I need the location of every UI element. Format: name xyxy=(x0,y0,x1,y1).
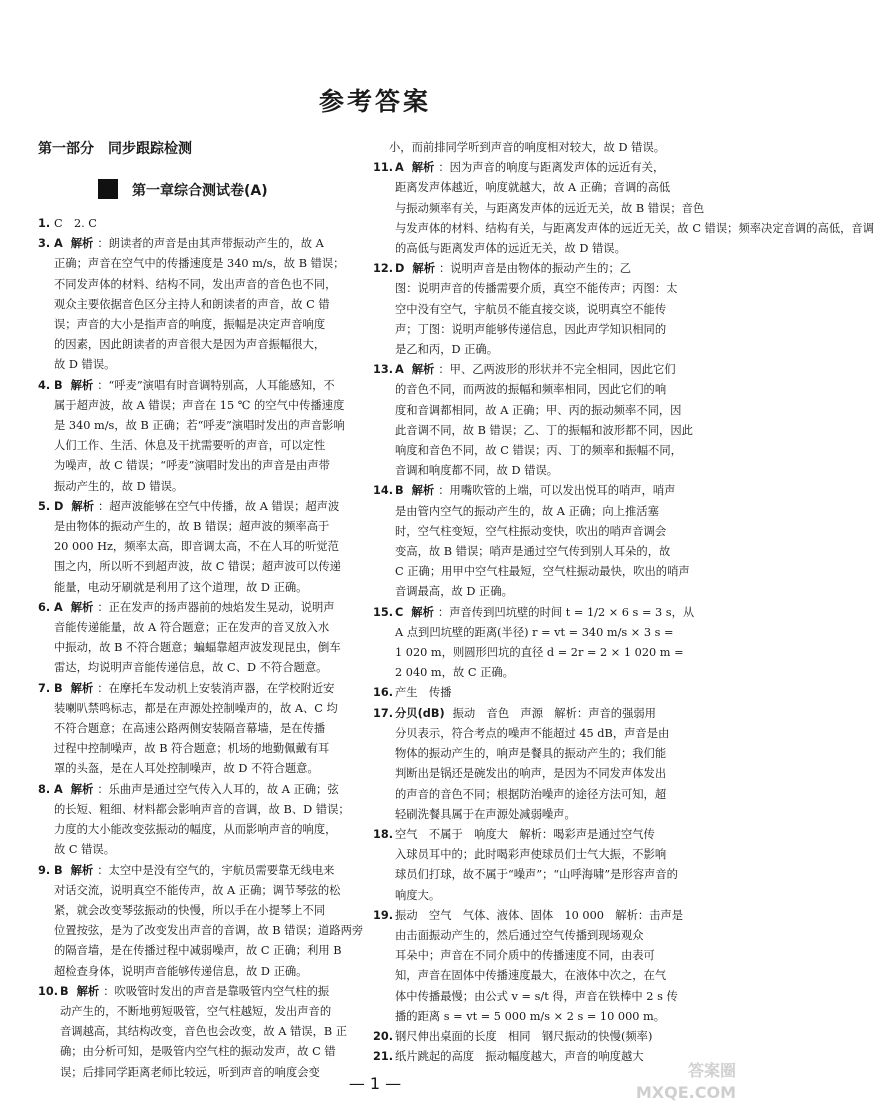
answer-choice: A xyxy=(54,600,63,614)
analysis-label: 解析 xyxy=(70,378,94,392)
answer-line xyxy=(54,658,366,678)
answer-line xyxy=(395,320,718,340)
answer-text: 变高，故 B 错误；哨声是通过空气传到别人耳朵的，故 xyxy=(395,545,671,559)
answer-item xyxy=(373,158,874,259)
answer-item xyxy=(38,598,366,679)
answer-line xyxy=(395,582,718,602)
answer-text: 声；丁图：说明声能够传递信息，因此声学知识相同的 xyxy=(395,322,667,336)
answer-number: 4. xyxy=(38,378,51,392)
answer-line xyxy=(395,906,718,926)
answer-text: 入球员耳中的；此时喝彩声使球员们士气大振，不影响 xyxy=(395,848,667,862)
answer-line xyxy=(395,502,718,522)
answer-text: 位置按弦，是为了改变发出声音的音调，故 B 错误；道路两旁 xyxy=(54,924,364,938)
answer-line xyxy=(395,805,718,825)
answer-text: 观众主要依据音色区分主持人和朗读者的声音，故 C 错 xyxy=(54,297,330,311)
answer-text: 音调越高，其结构改变，音色也会改变，故 A 错误，B 正 xyxy=(60,1025,348,1039)
answer-text: 是乙和丙，D 正确。 xyxy=(395,343,499,357)
analysis-label: 解析 xyxy=(76,984,100,998)
part-heading: 第一部分 同步跟踪检测 xyxy=(38,141,192,157)
answer-line xyxy=(395,704,718,724)
answer-number: 16. xyxy=(373,686,394,700)
left-column xyxy=(38,138,366,1083)
analysis-label: 解析 xyxy=(70,600,94,614)
answer-line xyxy=(395,886,718,906)
answer-line xyxy=(395,461,718,481)
answer-line xyxy=(395,1027,718,1047)
answer-item xyxy=(38,679,366,780)
answer-line xyxy=(54,739,366,759)
answer-text: 球员们打球，故不属于“噪声”；“山呼海啸”是形容声音的 xyxy=(395,868,678,882)
answer-text: 围之内，所以听不到超声波，故 C 错误；超声波可以传递 xyxy=(54,560,341,574)
answer-line xyxy=(54,315,366,335)
answer-line xyxy=(389,138,718,158)
answer-item xyxy=(38,497,366,598)
answer-text: 的声音的音色不同；根据防治噪声的途径方法可知，超 xyxy=(395,787,667,801)
answer-line xyxy=(395,380,718,400)
answer-choice: B xyxy=(54,378,63,392)
answer-number: 1. xyxy=(38,217,51,230)
answer-line xyxy=(395,724,718,744)
answer-line xyxy=(395,825,718,845)
answer-line xyxy=(54,780,366,800)
answer-line xyxy=(54,517,366,537)
answer-line xyxy=(60,1002,366,1022)
answer-item xyxy=(38,376,366,497)
answer-line xyxy=(395,421,718,441)
answer-line xyxy=(395,946,718,966)
answer-line xyxy=(54,800,366,820)
answer-item xyxy=(373,138,718,158)
answer-text: 超检查身体，说明声音能够传递信息，故 D 正确。 xyxy=(54,964,308,978)
answer-number: 15. xyxy=(373,605,394,619)
answer-text: 振动 空气 气体、液体、固体 10 000 解析：击声是 xyxy=(395,908,684,922)
answer-line xyxy=(395,199,718,219)
answer-text: C 正确；用甲中空气柱最短，空气柱振动最快，吹出的哨声 xyxy=(395,565,690,579)
answer-line xyxy=(395,683,718,703)
answer-text: ：太空中是没有空气的，宇航员需要靠无线电来 xyxy=(97,863,335,877)
answer-text: 与发声体的材料、结构有关，与距离发声体的远近无关，故 C 错误；频率决定音调的高低，音调 xyxy=(395,221,874,235)
answer-line xyxy=(54,759,366,779)
answer-text: A 点到凹坑壁的距离(半径) r = vt = 340 m/s × 3 s = xyxy=(395,625,674,639)
answer-text: 知，声音在固体中传播速度最大，在液体中次之，在气 xyxy=(395,969,667,983)
answer-text: 属于超声波，故 A 错误；声音在 15 ℃ 的空气中传播速度 xyxy=(54,398,345,412)
answer-number: 8. xyxy=(38,782,51,796)
answer-line xyxy=(54,376,366,396)
answer-line xyxy=(54,901,366,921)
answer-text: 装喇叭禁鸣标志，都是在声源处控制噪声的，故 A、C 均 xyxy=(54,701,338,715)
answer-item xyxy=(373,704,718,825)
page-number: — 1 — xyxy=(348,1074,402,1093)
answer-line xyxy=(60,982,366,1002)
answer-text: 能量，电动牙刷就是利用了这个道理，故 D 正确。 xyxy=(54,580,308,594)
answer-line xyxy=(395,987,718,1007)
answer-line xyxy=(395,481,718,501)
answer-text: 的长短、粗细、材料都会影响声音的音调，故 B、D 错误； xyxy=(54,802,350,816)
answer-line xyxy=(395,562,718,582)
answer-item xyxy=(38,861,366,982)
answer-choice: D xyxy=(54,499,64,513)
answer-text: 音调和响度都不同，故 D 错误。 xyxy=(395,464,559,478)
answer-line xyxy=(54,416,366,436)
answer-line xyxy=(395,926,718,946)
answer-text: 不同发声体的材料、结构不同，发出声音的音色也不同， xyxy=(54,277,337,291)
answer-text: ：正在发声的扬声器前的烛焰发生晃动，说明声 xyxy=(97,600,335,614)
page-title: 参考答案 xyxy=(318,87,431,116)
answer-line xyxy=(395,785,718,805)
answer-text: 过程中控制噪声，故 B 符合题意；机场的地勤佩戴有耳 xyxy=(54,742,330,756)
answer-line xyxy=(395,401,718,421)
answer-line xyxy=(54,234,366,254)
answer-line xyxy=(54,214,366,234)
analysis-label: 解析 xyxy=(70,681,94,695)
analysis-label: 解析 xyxy=(71,499,94,513)
answer-line xyxy=(395,239,718,259)
answer-text: 播的距离 s = vt = 5 000 m/s × 2 s = 10 000 m。 xyxy=(395,1009,666,1023)
watermark-text: 答案圈 MXQE.COM xyxy=(635,1061,736,1102)
answer-line xyxy=(395,764,718,784)
answer-text: ：“呼麦”演唱有时音调特别高，人耳能感知，不 xyxy=(97,378,335,392)
answer-text: 力度的大小能改变弦振动的幅度，从而影响声音的响度， xyxy=(54,823,337,837)
answer-item xyxy=(373,1027,718,1047)
answer-choice: A xyxy=(54,782,63,796)
answer-line xyxy=(395,643,718,663)
answer-text: 20 000 Hz，频率太高，即音调太高，不在人耳的听觉范 xyxy=(54,540,339,554)
answer-text: 振动产生的，故 D 错误。 xyxy=(54,479,184,493)
answer-text: ：用嘴吹管的上端，可以发出悦耳的哨声，哨声 xyxy=(438,484,676,498)
answer-line xyxy=(54,598,366,618)
answer-text: 中振动，故 B 不符合题意；蝙蝠靠超声波发现昆虫，倒车 xyxy=(54,641,341,655)
answer-line xyxy=(395,966,718,986)
answer-item xyxy=(373,825,718,906)
answer-line xyxy=(54,355,366,375)
answer-text: 罩的头盔，是在人耳处控制噪声，故 D 不符合题意。 xyxy=(54,762,319,776)
answer-text: 误；声音的大小是指声音的响度，振幅是决定声音响度 xyxy=(54,318,326,332)
answer-number: 18. xyxy=(373,827,394,841)
square-block-icon xyxy=(98,179,118,199)
answer-text: ：朗读者的声音是由其声带振动产生的，故 A xyxy=(97,237,324,251)
answer-line xyxy=(54,719,366,739)
answer-text: 距离发声体越近，响度就越大，故 A 正确；音调的高低 xyxy=(395,181,671,195)
left-answer-list xyxy=(38,214,366,1083)
right-answer-list xyxy=(373,138,874,1067)
answer-line xyxy=(54,861,366,881)
answer-number: 7. xyxy=(38,681,51,695)
answer-text: 故 D 错误。 xyxy=(54,358,116,372)
answer-text: 图：说明声音的传播需要介质，真空不能传声；丙图：太 xyxy=(395,282,678,296)
answer-text: 是 340 m/s，故 B 正确；若“呼麦”演唱时发出的声音影响 xyxy=(54,419,345,433)
answer-text: 与振动频率有关，与距离发声体的远近无关，故 B 错误；音色 xyxy=(395,201,705,215)
answer-text: 振动 音色 声源 解析：声音的强弱用 xyxy=(452,706,656,720)
answer-text: 空气 不属于 响度大 解析：喝彩声是通过空气传 xyxy=(395,827,655,841)
answer-text: ：超声波能够在空气中传播，故 A 错误；超声波 xyxy=(98,499,340,513)
answer-item xyxy=(38,780,366,861)
answer-line xyxy=(54,537,366,557)
answer-text: ：乐曲声是通过空气传入人耳的，故 A 正确；弦 xyxy=(97,782,339,796)
answer-number: 13. xyxy=(373,363,394,377)
answer-choice: D xyxy=(395,262,405,276)
chapter-heading-text: 第一章综合测试卷(A) xyxy=(132,183,268,199)
answer-text: 正确；声音在空气中的传播速度是 340 m/s，故 B 错误； xyxy=(54,257,345,271)
answer-line xyxy=(395,1007,718,1027)
analysis-label: 解析 xyxy=(70,782,94,796)
answer-line xyxy=(395,865,718,885)
answer-text: 是由管内空气的振动产生的，故 A 正确；向上推活塞 xyxy=(395,504,659,518)
answer-item xyxy=(38,214,366,234)
answer-text: 1 020 m，则圆形凹坑的直径 d = 2r = 2 × 1 020 m = xyxy=(395,646,684,660)
answer-text: 故 C 错误。 xyxy=(54,843,116,857)
answer-line xyxy=(54,638,366,658)
answer-text: ：声音传到凹坑壁的时间 t = 1/2 × 6 s = 3 s，从 xyxy=(437,605,695,619)
answer-text: 轻刷洗餐具属于在声源处减弱噪声。 xyxy=(395,807,576,821)
answer-line xyxy=(54,820,366,840)
answer-line xyxy=(54,477,366,497)
answer-number: 10. xyxy=(38,984,59,998)
answer-line xyxy=(54,618,366,638)
answer-choice: A xyxy=(54,237,63,251)
answer-text: ：说明声音是由物体的振动产生的；乙 xyxy=(439,262,632,276)
answer-choice: B xyxy=(395,484,404,498)
answer-number: 14. xyxy=(373,484,394,498)
answer-line xyxy=(54,941,366,961)
answer-line xyxy=(395,300,718,320)
answer-line xyxy=(54,254,366,274)
answer-text: 是由物体的振动产生的，故 B 错误；超声波的频率高于 xyxy=(54,520,330,534)
answer-text: C 2. C xyxy=(54,217,97,230)
answer-text: 分贝表示，符合考点的噪声不能超过 45 dB，声音是由 xyxy=(395,726,670,740)
answer-text: 2 040 m，故 C 正确。 xyxy=(395,666,514,680)
answer-text: 人们工作、生活、休息及干扰需要听的声音，可以定性 xyxy=(54,439,326,453)
answer-choice: 分贝(dB) xyxy=(395,706,445,720)
answer-text: 不符合题意；在高速公路两侧安装隔音幕墙，是在传播 xyxy=(54,722,326,736)
answer-item xyxy=(373,906,718,1027)
answer-text: 的因素，因此朗读者的声音很大是因为声音振幅很大， xyxy=(54,338,326,352)
analysis-label: 解析 xyxy=(70,237,94,251)
answer-line xyxy=(395,279,718,299)
answer-item xyxy=(373,603,718,684)
analysis-label: 解析 xyxy=(411,161,435,175)
right-column xyxy=(373,138,874,1067)
answer-text: ：吹吸管时发出的声音是靠吸管内空气柱的振 xyxy=(103,984,330,998)
answer-text: 钢尺伸出桌面的长度 相同 钢尺振动的快慢(频率) xyxy=(395,1029,653,1043)
answer-text: 由击面振动产生的，然后通过空气传播到现场观众 xyxy=(395,928,644,942)
answer-line xyxy=(54,578,366,598)
answer-line xyxy=(395,522,718,542)
analysis-label: 解析 xyxy=(411,605,434,619)
answer-text: 为噪声，故 C 错误；“呼麦”演唱时发出的声音是由声带 xyxy=(54,459,330,473)
answer-text: 耳朵中；声音在不同介质中的传播速度不同，由表可 xyxy=(395,949,655,963)
answer-line xyxy=(395,259,718,279)
answer-text: 体中传播最慢；由公式 v = s/t 得，声音在铁棒中 2 s 传 xyxy=(395,989,678,1003)
answer-choice: B xyxy=(54,863,63,877)
answer-line xyxy=(54,436,366,456)
answer-line xyxy=(395,340,718,360)
answer-line xyxy=(395,219,874,239)
analysis-label: 解析 xyxy=(411,363,435,377)
answer-line xyxy=(60,1042,366,1062)
answer-text: 雷达，均说明声音能传递信息，故 C、D 不符合题意。 xyxy=(54,661,328,675)
analysis-label: 解析 xyxy=(412,262,435,276)
answer-number: 19. xyxy=(373,908,394,922)
answer-item xyxy=(373,683,718,703)
analysis-label: 解析 xyxy=(70,863,94,877)
answer-text: 误；后排同学距离老师比较远，听到声音的响度会变 xyxy=(60,1065,320,1079)
answer-choice: B xyxy=(54,681,63,695)
answer-text: 判断出是锅还是碗发出的响声，是因为不同发声体发出 xyxy=(395,767,667,781)
answer-line xyxy=(54,275,366,295)
answer-choice: C xyxy=(395,605,404,619)
answer-line xyxy=(395,845,718,865)
analysis-label: 解析 xyxy=(411,484,435,498)
answer-text: 的音色不同，而两波的振幅和频率相同，因此它们的响 xyxy=(395,383,667,397)
answer-number: 3. xyxy=(38,237,51,251)
answer-line xyxy=(395,623,718,643)
answer-line xyxy=(54,295,366,315)
answer-text: ：在摩托车发动机上安装消声器，在学校附近安 xyxy=(97,681,335,695)
answer-text: 响度和音色不同，故 C 错误；丙、丁的频率和振幅不同， xyxy=(395,444,682,458)
answer-item xyxy=(373,360,718,481)
answer-line xyxy=(54,557,366,577)
answer-text: 产生 传播 xyxy=(395,686,452,700)
answer-line xyxy=(54,335,366,355)
answer-number: 20. xyxy=(373,1029,394,1043)
answer-number: 5. xyxy=(38,499,51,513)
answer-text: 音能传递能量，故 A 符合题意；正在发声的音叉放入水 xyxy=(54,621,330,635)
answer-text: 确；由分析可知，是吸管内空气柱的振动发声，故 C 错 xyxy=(60,1045,336,1059)
answer-line xyxy=(395,744,718,764)
answer-line xyxy=(395,663,718,683)
answer-text: 纸片跳起的高度 振动幅度越大，声音的响度越大 xyxy=(395,1050,644,1064)
answer-line xyxy=(54,456,366,476)
answer-item xyxy=(373,259,718,360)
answer-text: 响度大。 xyxy=(395,888,441,902)
answer-choice: B xyxy=(60,984,69,998)
answer-text: ：甲、乙两波形的形状并不完全相同，因此它们 xyxy=(438,363,676,377)
answer-text: 空中没有空气，宇航员不能直接交谈，说明真空不能传 xyxy=(395,302,667,316)
answer-text: ：因为声音的响度与距离发声体的远近有关， xyxy=(438,161,665,175)
answer-choice: A xyxy=(395,363,404,377)
answer-line xyxy=(395,178,718,198)
answer-text: 小，而前排同学听到声音的响度相对较大，故 D 错误。 xyxy=(389,141,666,154)
answer-number: 9. xyxy=(38,863,51,877)
answer-text: 物体的振动产生的，响声是餐具的振动产生的；我们能 xyxy=(395,747,667,761)
answer-line xyxy=(395,158,718,178)
answer-text: 的隔音墙，是在传播过程中减弱噪声，故 C 正确；利用 B xyxy=(54,944,342,958)
answer-line xyxy=(54,921,366,941)
answer-line xyxy=(60,1022,366,1042)
answer-line xyxy=(54,396,366,416)
answer-text: 的高低与距离发声体的远近无关，故 D 错误。 xyxy=(395,242,626,256)
answer-line xyxy=(54,679,366,699)
answer-line xyxy=(54,497,366,517)
answer-text: 紧，就会改变琴弦振动的快慢，所以手在小提琴上不同 xyxy=(54,903,326,917)
answer-text: 对话交流，说明真空不能传声，故 A 正确；调节琴弦的松 xyxy=(54,883,341,897)
answer-text: 音调最高，故 D 正确。 xyxy=(395,585,513,599)
answer-line xyxy=(395,603,718,623)
answer-number: 6. xyxy=(38,600,51,614)
answer-line xyxy=(54,699,366,719)
answer-number: 12. xyxy=(373,262,394,276)
watermark-logo xyxy=(616,1060,736,1104)
answer-line xyxy=(54,881,366,901)
answer-number: 11. xyxy=(373,161,394,175)
answer-line xyxy=(395,441,718,461)
answer-number: 17. xyxy=(373,706,394,720)
answer-text: 度和音调都相同，故 A 正确；甲、丙的振动频率不同，因 xyxy=(395,403,682,417)
answer-text: 此音调不同，故 B 错误；乙、丁的振幅和波形都不同，因此 xyxy=(395,423,693,437)
chapter-heading xyxy=(38,178,366,204)
answer-item xyxy=(373,481,718,602)
answer-choice: A xyxy=(395,161,404,175)
answer-line xyxy=(54,962,366,982)
answer-line xyxy=(395,360,718,380)
answer-line xyxy=(395,542,718,562)
answer-number: 21. xyxy=(373,1050,394,1064)
answer-item xyxy=(38,982,366,1083)
answer-line xyxy=(54,840,366,860)
answer-text: 动产生的，不断地剪短吸管，空气柱越短，发出声音的 xyxy=(60,1004,332,1018)
answer-text: 时，空气柱变短，空气柱振动变快，吹出的哨声音调会 xyxy=(395,524,667,538)
answer-item xyxy=(38,234,366,375)
